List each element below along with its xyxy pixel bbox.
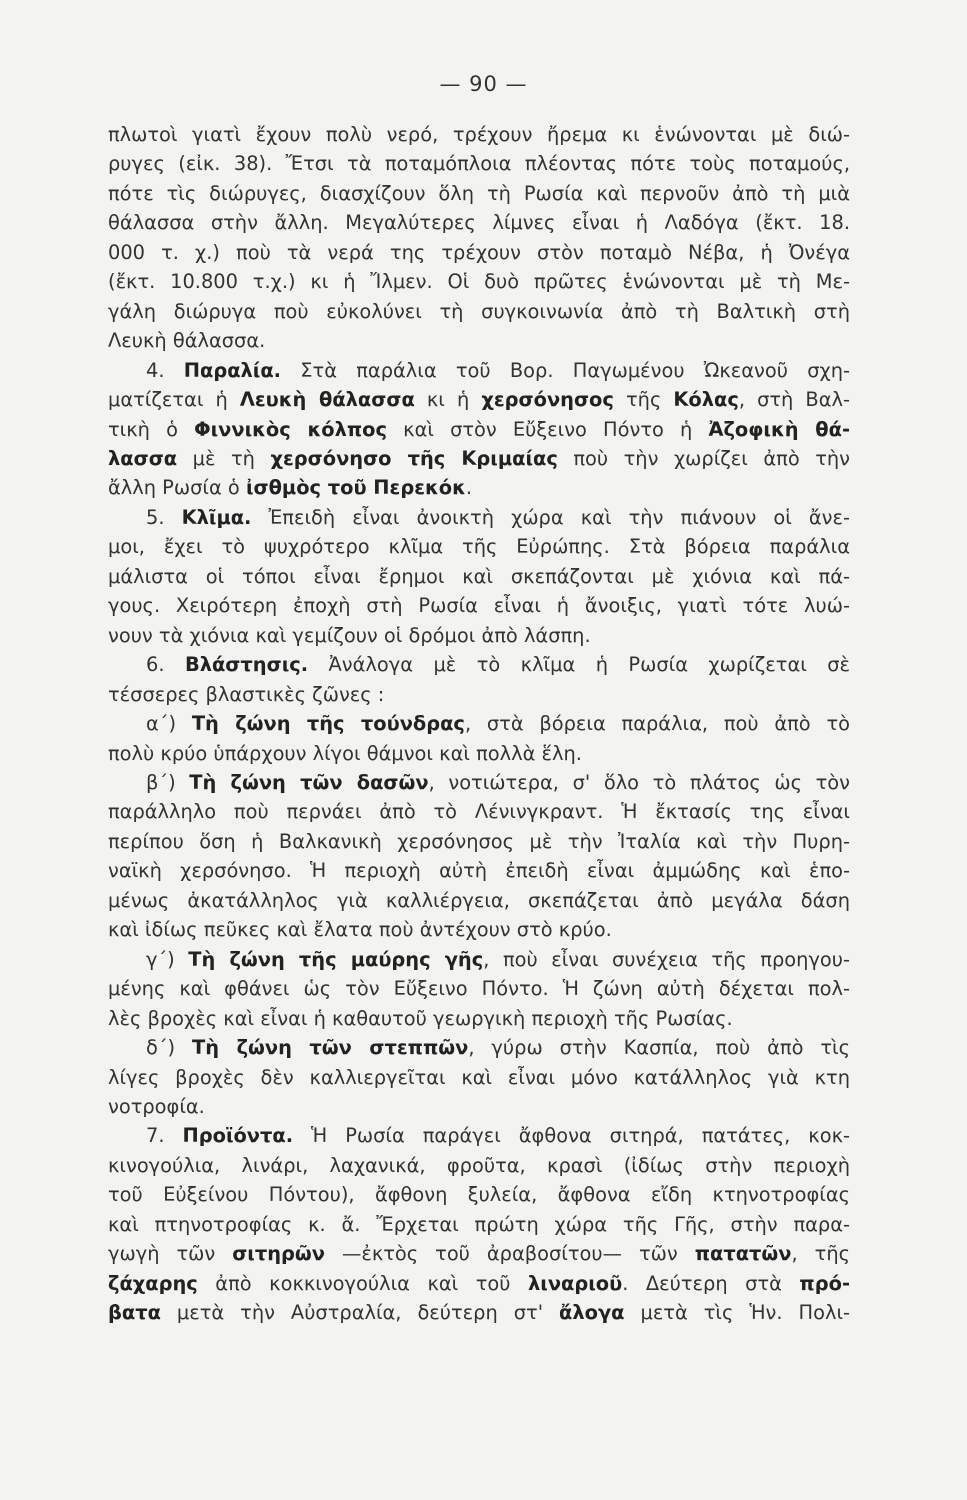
bold-term: Τὴ ζώνη τῶν στεππῶν [192,1036,469,1060]
text-line [108,1092,850,1121]
text-run: γάλη διώρυγα ποὺ εὐκολύνει τὴ συγκοινωνία ἀπὸ τὴ Βαλτικὴ στὴ [108,299,850,323]
bold-term: χερσόνησο τῆς Κριμαίας [270,446,558,470]
bold-term: χερσόνησος [481,388,614,412]
text-line [108,650,850,679]
text-run: κι ἡ [414,388,482,412]
text-run: θάλασσα στὴν ἄλλη. Μεγαλύτερες λίμνες εἶναι ἡ Λαδόγα (ἔκτ. 18. [108,211,850,235]
text-run: Ἐπειδὴ εἶναι ἀνοικτὴ χώρα καὶ τὴν πιάνουν οἱ ἄνε- [251,505,850,529]
text-line [108,1033,850,1062]
text-run: μοι, ἔχει τὸ ψυχρότερο κλῖμα τῆς Εὐρώπης. Στὰ βόρεια παράλια [108,535,850,559]
text-run: γωγὴ τῶν [108,1242,233,1266]
text-line [108,915,850,944]
text-run: 5. [146,505,182,529]
text-run: (ἔκτ. 10.800 τ.χ.) κι ἡ Ἴλμεν. Οἱ δυὸ πρῶτες ἑνώνονται μὲ τὴ Με- [108,270,850,294]
bold-term: Βλάστησις. [184,653,309,677]
text-line [108,856,850,885]
text-line [108,797,850,826]
bold-term: λασσα [108,446,178,470]
bold-term: Προϊόντα. [182,1124,294,1148]
bold-term: ἄλογα [559,1301,625,1325]
text-run: μὲ τὴ [177,446,271,470]
text-run: α΄) [146,712,192,736]
text-line [108,356,850,385]
bold-term: ἰσθμὸς τοῦ Περεκόκ [245,476,466,500]
bold-term: Φιννικὸς κόλπος [194,417,387,441]
text-run: τῆς [613,388,674,412]
text-run: ναϊκὴ χερσόνησο. Ἡ περιοχὴ αὐτὴ ἐπειδὴ εἶναι ἀμμώδης καὶ ἑπο- [108,859,850,883]
text-run: κινογούλια, λινάρι, λαχανικά, φροῦτα, κρασὶ (ἰδίως στὴν περιοχὴ [108,1153,850,1177]
bold-term: πρό- [799,1271,851,1295]
text-run: —ἐκτὸς τοῦ ἀραβοσίτου— τῶν [324,1242,695,1266]
text-line [108,1063,850,1092]
text-line [108,621,850,650]
text-line [108,208,850,237]
text-run: 6. [146,653,185,677]
text-run: , τῆς [791,1242,850,1266]
text-line [108,503,850,532]
text-run: 000 τ. χ.) ποὺ τὰ νερά της τρέχουν στὸν ποταμὸ Νέβα, ἡ Ὀνέγα [108,240,850,264]
bold-term: βατα [108,1301,161,1325]
text-run: ρυγες (εἰκ. 38). Ἔτσι τὰ ποταμόπλοια πλέοντας πότε τοὺς ποταμούς, [108,152,850,176]
bold-term: Λευκὴ θάλασσα [239,388,415,412]
text-run: μετὰ τὴν Αὐστραλία, δεύτερη στ' [160,1301,560,1325]
bold-term: Τὴ ζώνη τῆς μαύρης γῆς [188,947,484,971]
text-line [108,1239,850,1268]
text-run: δ΄) [146,1036,193,1060]
text-line [108,326,850,355]
text-run: μετὰ τὶς Ἡν. Πολι- [624,1301,851,1325]
text-line [108,886,850,915]
text-run: πλωτοὶ γιατὶ ἔχουν πολὺ νερό, τρέχουν ἤρεμα κι ἑνώνονται μὲ διώ- [108,123,850,146]
text-line [108,532,850,561]
text-line [108,739,850,768]
bold-term: Παραλία. [183,358,282,382]
text-line [108,385,850,414]
bold-term: Κλῖμα. [181,505,252,529]
text-run: , γύρω στὴν Κασπία, ποὺ ἀπὸ τὶς [468,1036,850,1060]
text-run: παράλληλο ποὺ περνάει ἀπὸ τὸ Λένινγκραντ. Ἡ ἔκτασίς της εἶναι [108,800,850,824]
text-run: καὶ πτηνοτροφίας κ. ἄ. Ἔρχεται πρώτη χώρα τῆς Γῆς, στὴν παρα- [108,1212,850,1236]
text-run: , ποὺ εἶναι συνέχεια τῆς προηγου- [483,947,850,971]
text-run: . Δεύτερη στὰ [622,1271,800,1295]
text-run: Λευκὴ θάλασσα. [108,329,266,353]
body-text [108,120,850,1328]
bold-term: Ἀζοφικὴ θά- [708,417,850,441]
bold-term: Τὴ ζώνη τῆς τούνδρας [191,712,465,736]
text-line [108,473,850,502]
bold-term: πατατῶν [694,1242,792,1266]
text-run: λίγες βροχὲς δὲν καλλιεργεῖται καὶ εἶναι μόνο κατάλληλος γιὰ κτη [108,1065,850,1089]
text-run: πολὺ κρύο ὑπάρχουν λίγοι θάμνοι καὶ πολλὰ ἕλη. [108,741,582,765]
text-run: Ἡ Ρωσία παράγει ἄφθονα σιτηρά, πατάτες, κοκ- [293,1124,850,1148]
text-run: πότε τὶς διώρυγες, διασχίζουν ὅλη τὴ Ρωσία καὶ περνοῦν ἀπὸ τὴ μιὰ [108,181,850,205]
text-run: μάλιστα οἱ τόποι εἶναι ἔρημοι καὶ σκεπάζονται μὲ χιόνια καὶ πά- [108,564,850,588]
text-run: ἄλλη Ρωσία ὁ [108,476,246,500]
text-line [108,591,850,620]
text-line [108,1269,850,1298]
text-run: τικὴ ὁ [108,417,195,441]
text-line [108,415,850,444]
text-line [108,1180,850,1209]
text-run: καὶ ἰδίως πεῦκες καὶ ἔλατα ποὺ ἀντέχουν στὸ κρύο. [108,918,612,942]
text-run: Ἀνάλογα μὲ τὸ κλῖμα ἡ Ρωσία χωρίζεται σὲ [308,653,850,677]
bold-term: λιναριοῦ [528,1271,623,1295]
text-run: καὶ στὸν Εὔξεινο Πόντο ἡ [387,417,709,441]
text-line [108,1210,850,1239]
text-line [108,709,850,738]
bold-term: Τὴ ζώνη τῶν δασῶν [189,770,429,794]
bold-term: Κόλας [673,388,739,412]
text-line [108,238,850,267]
text-run: μένως ἀκατάλληλος γιὰ καλλιέργεια, σκεπάζεται ἀπὸ μεγάλα δάση [108,888,850,912]
text-line [108,1004,850,1033]
text-line [108,267,850,296]
text-line [108,562,850,591]
text-run: Στὰ παράλια τοῦ Βορ. Παγωμένου Ὠκεανοῦ σχη- [281,358,850,382]
text-line [108,1151,850,1180]
text-run: 4. [146,358,184,382]
text-run: νοτροφία. [108,1094,205,1118]
text-run: ποὺ τὴν χωρίζει ἀπὸ τὴν [557,446,850,470]
text-run: , στὴ Βαλ- [738,388,850,412]
text-run: λὲς βροχὲς καὶ εἶναι ἡ καθαυτοῦ γεωργικὴ περιοχὴ τῆς Ρωσίας. [108,1006,733,1030]
text-run: ματίζεται ἡ [108,388,240,412]
text-line [108,1121,850,1150]
text-run: γους. Χειρότερη ἐποχὴ στὴ Ρωσία εἶναι ἡ ἄνοιξις, γιατὶ τότε λυώ- [108,594,850,618]
text-run: , στὰ βόρεια παράλια, ποὺ ἀπὸ τὸ [464,712,850,736]
text-run: β΄) [146,770,190,794]
text-run: , νοτιώτερα, σ' ὅλο τὸ πλάτος ὡς τὸν [428,770,850,794]
text-line [108,827,850,856]
text-run: ἀπὸ κοκκινογούλια καὶ τοῦ [197,1271,529,1295]
text-line [108,120,850,149]
text-run: τέσσερες βλαστικὲς ζῶνες : [108,682,385,706]
text-line [108,680,850,709]
text-line [108,768,850,797]
page-number: — 90 — [439,72,528,96]
text-run: γ΄) [146,947,189,971]
bold-term: σιτηρῶν [232,1242,325,1266]
text-line [108,149,850,178]
text-run: . [465,476,473,500]
text-line [108,974,850,1003]
bold-term: ζάχαρης [108,1271,198,1295]
text-run: μένης καὶ φθάνει ὡς τὸν Εὔξεινο Πόντο. Ἡ ζώνη αὐτὴ δέχεται πολ- [108,977,850,1001]
text-run: τοῦ Εὐξείνου Πόντου), ἄφθονη ξυλεία, ἄφθονα εἴδη κτηνοτροφίας [108,1183,850,1207]
text-run: 7. [146,1124,183,1148]
text-line [108,444,850,473]
text-line [108,945,850,974]
text-run: νουν τὰ χιόνια καὶ γεμίζουν οἱ δρόμοι ἀπὸ λάσπη. [108,623,591,647]
text-line [108,297,850,326]
text-line [108,1298,850,1327]
text-line [108,179,850,208]
text-run: περίπου ὅση ἡ Βαλκανικὴ χερσόνησος μὲ τὴν Ἰταλία καὶ τὴν Πυρη- [108,829,850,853]
